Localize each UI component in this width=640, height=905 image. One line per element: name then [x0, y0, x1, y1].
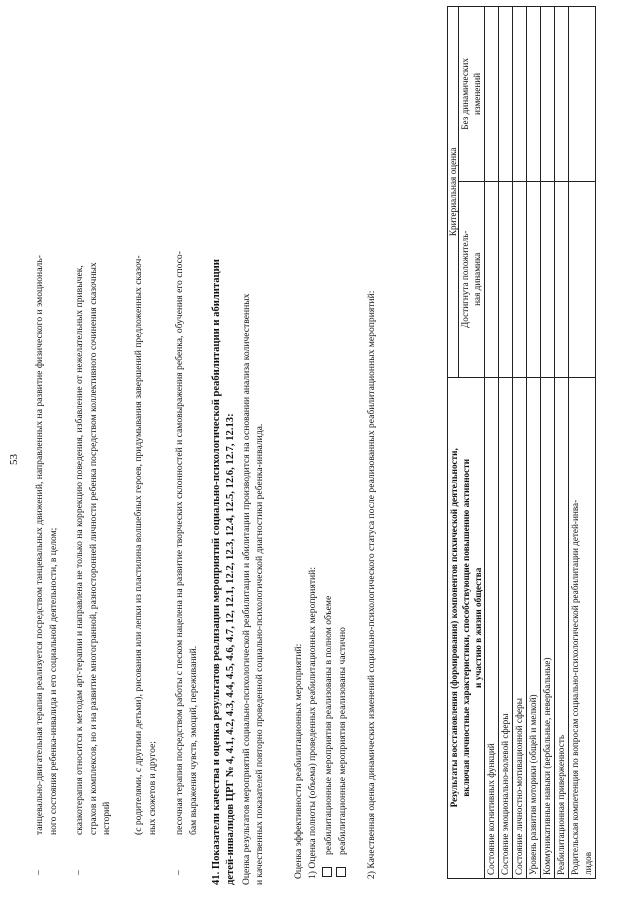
bullet-item-sand-therapy	[173, 5, 200, 835]
table-row	[569, 7, 596, 879]
header-line: ная динамика	[472, 252, 483, 306]
header-line: изменений	[472, 72, 483, 115]
header-factor-line: Результаты восстановления (формирования) компонентов психической деятельности,	[449, 448, 459, 808]
cell-none[interactable]	[499, 7, 513, 182]
bullet-line: историй	[101, 801, 112, 835]
header-factor-line: включая личностные характеристики, способствующие повышению активности	[461, 458, 471, 797]
cell-positive[interactable]	[555, 181, 569, 377]
bullet-line: страхов и комплексов, но и на развитие многогранной, разносторонней личности ребенка посредством коллективного сочинения сказочных	[87, 262, 99, 835]
cell-none[interactable]	[569, 7, 596, 182]
row-label: Уровень развития моторики (общей и мелкой)	[527, 377, 541, 878]
bullet-line: (с родителями, с другими детьми), рисования или лепки из пластилина волшебных героев, придумывания завершений предложенных сказоч-	[133, 255, 144, 835]
section-intro	[240, 5, 266, 885]
intro-line: и качественных показателей повторно проведенной социально-психологической диагностики ребенка-инвалида.	[254, 423, 265, 885]
eval-item-2: 2) Качественная оценка динамических изменений социально-психологического статуса после реализованных реабилитационных мероприятий:	[366, 290, 377, 879]
row-label	[569, 377, 596, 878]
bullet-line: ных сюжетов и другое;	[146, 741, 158, 835]
bullet-line: ного состояния ребенка-инвалида и его социальной деятельности, в целом;	[47, 527, 59, 835]
cell-none[interactable]	[527, 7, 541, 182]
cell-positive[interactable]	[513, 181, 527, 377]
table-row	[555, 7, 569, 879]
header-line: Достигнута положитель-	[460, 230, 471, 328]
cell-positive[interactable]	[569, 181, 596, 377]
checkbox-row-partial	[336, 627, 349, 877]
bullet-line: бам выражения чувств, эмоций, переживаний.	[187, 645, 199, 835]
checkbox-partial-label: реабилитационные мероприятия реализованы частично	[337, 627, 348, 855]
cell-positive[interactable]	[541, 181, 555, 377]
table-row	[541, 7, 555, 879]
header-line: Без динамических	[460, 58, 471, 130]
bullet-item-fairy-tale-therapy	[73, 5, 114, 835]
header-factor-line: и участию в жизни общества	[473, 567, 483, 688]
eval-label: Оценка эффективности реабилитационных мероприятий:	[293, 643, 304, 879]
cell-positive[interactable]	[527, 181, 541, 377]
section-heading-line: 41. Показатели качества и оценка результатов реализации мероприятий социально-психологической реабилитации и абилитации	[211, 259, 222, 885]
row-label: Состояние когнитивных функций	[485, 377, 499, 878]
cell-positive[interactable]	[485, 181, 499, 377]
bullet-item-fairy-tale-therapy-cont	[132, 5, 159, 835]
row-label: Коммуникативные навыки (вербальные, невербальные)	[541, 377, 555, 878]
page-number: 53	[8, 454, 20, 465]
intro-line: Оценка результатов мероприятий социально-психологической реабилитации и абилитации производится на основании анализа количественных	[241, 293, 252, 885]
checkbox-full[interactable]	[322, 867, 332, 877]
table-row	[513, 7, 527, 879]
section-heading-line: детей-инвалидов ЦРГ № 4, 4.1, 4.2, 4.3, 4.4, 4.5, 4.6, 4.7, 12, 12.1, 12.2, 12.3, 12.4, 12.5, 12.6, 12.7, 12.13:	[225, 413, 236, 885]
bullet-dash: –	[173, 870, 184, 875]
row-label-line: Родительская компетенция по вопросам социально-психологической реабилитации детей-инва-	[570, 499, 580, 875]
table-row	[499, 7, 513, 879]
row-label-line: лидов	[583, 851, 593, 875]
cell-none[interactable]	[541, 7, 555, 182]
cell-none[interactable]	[485, 7, 499, 182]
checkbox-full-label: реабилитационные мероприятия реализованы в полном объеме	[323, 595, 334, 855]
cell-none[interactable]	[513, 7, 527, 182]
row-label: Состояние эмоционально-волевой сферы	[499, 377, 513, 878]
bullet-line: танцевально-двигательная терапия реализуется посредством танцевальных движений, направленных на развитие физического и эмоциональ-	[34, 255, 45, 835]
header-no-dynamics	[459, 7, 485, 182]
bullet-line: сказкотерапия относится к методам арт-терапии и направлена не только на коррекцию поведения, избавление от нежелательных привычек,	[74, 265, 85, 835]
bullet-dash: –	[73, 870, 84, 875]
evaluation-table	[447, 6, 596, 879]
header-positive-dynamics	[459, 181, 485, 377]
bullet-dash: –	[33, 870, 44, 875]
eval-item-1: 1) Оценка полноты (объема) проведенных реабилитационных мероприятий:	[307, 567, 318, 879]
table-header-row	[448, 7, 459, 879]
cell-positive[interactable]	[499, 181, 513, 377]
section-heading	[210, 5, 238, 885]
checkbox-partial[interactable]	[336, 867, 346, 877]
table-row	[527, 7, 541, 879]
bullet-item-dance-therapy	[33, 5, 60, 835]
row-label: Состояние личностно-мотивационной сферы	[513, 377, 527, 878]
header-criteria: Критериальная оценка	[448, 7, 459, 378]
header-factor	[448, 377, 485, 878]
cell-none[interactable]	[555, 7, 569, 182]
table-row	[485, 7, 499, 879]
bullet-line: песочная терапия посредством работы с песком нацелена на развитие творческих склонностей и самовыражения ребенка, обучения его спосо-	[174, 251, 185, 835]
checkbox-row-full	[322, 596, 335, 877]
row-label: Реабилитационная приверженность	[555, 377, 569, 878]
